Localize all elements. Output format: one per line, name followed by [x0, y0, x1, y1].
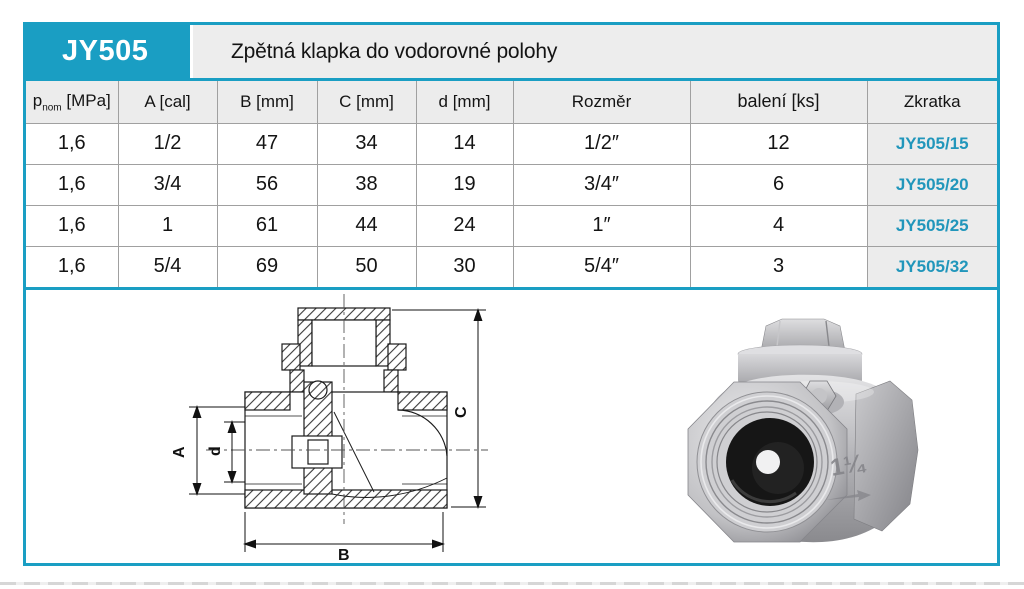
dimension-label-d: d — [207, 446, 224, 456]
valve-cross-section-drawing — [206, 294, 488, 524]
spec-table — [26, 81, 997, 287]
table-row — [26, 123, 997, 164]
cell-c: 44 — [317, 205, 416, 246]
dimension-label-c: C — [453, 406, 470, 418]
cell-pnom: 1,6 — [26, 205, 118, 246]
cell-pnom: 1,6 — [26, 246, 118, 287]
dimension-label-b: B — [338, 547, 350, 563]
cell-zkratka: JY505/15 — [867, 123, 997, 164]
col-header-baleni: balení [ks] — [690, 81, 867, 123]
cell-b: 61 — [217, 205, 317, 246]
col-header-rozmer: Rozměr — [513, 81, 690, 123]
cell-a: 5/4 — [118, 246, 217, 287]
table-row — [26, 164, 997, 205]
cell-zkratka: JY505/20 — [867, 164, 997, 205]
cell-a: 3/4 — [118, 164, 217, 205]
cell-zkratka: JY505/32 — [867, 246, 997, 287]
spec-table-header-row — [26, 81, 997, 123]
cell-baleni: 3 — [690, 246, 867, 287]
cell-c: 50 — [317, 246, 416, 287]
cell-pnom: 1,6 — [26, 123, 118, 164]
product-title: Zpětná klapka do vodorovné polohy — [231, 39, 558, 63]
product-code: JY505 — [62, 35, 149, 67]
col-header-c: C [mm] — [317, 81, 416, 123]
figure-canvas — [26, 290, 997, 563]
cell-pnom: 1,6 — [26, 164, 118, 205]
cell-a: 1/2 — [118, 123, 217, 164]
cell-d: 30 — [416, 246, 513, 287]
cell-c: 38 — [317, 164, 416, 205]
cell-b: 47 — [217, 123, 317, 164]
cell-rozmer: 1″ — [513, 205, 690, 246]
cell-rozmer: 5/4″ — [513, 246, 690, 287]
valve-photo — [688, 319, 918, 542]
col-header-zkratka: Zkratka — [867, 81, 997, 123]
figure-area — [26, 290, 997, 563]
col-header-d: d [mm] — [416, 81, 513, 123]
cell-b: 69 — [217, 246, 317, 287]
table-row — [26, 246, 997, 287]
cell-d: 24 — [416, 205, 513, 246]
datasheet-header — [26, 25, 997, 78]
cell-a: 1 — [118, 205, 217, 246]
cell-baleni: 6 — [690, 164, 867, 205]
scan-artifact-line — [0, 582, 1024, 585]
col-header-a: A [cal] — [118, 81, 217, 123]
cell-b: 56 — [217, 164, 317, 205]
cell-baleni: 12 — [690, 123, 867, 164]
col-header-pnom: $p_{nom}$ [MPa] — [26, 81, 118, 123]
table-row — [26, 205, 997, 246]
cell-d: 14 — [416, 123, 513, 164]
cell-c: 34 — [317, 123, 416, 164]
product-title-bar — [193, 25, 997, 78]
product-datasheet — [23, 22, 1000, 566]
cell-d: 19 — [416, 164, 513, 205]
product-code-badge — [26, 25, 190, 78]
cell-baleni: 4 — [690, 205, 867, 246]
col-header-b: B [mm] — [217, 81, 317, 123]
valve-size-marking: 1¼ — [828, 449, 866, 482]
dimension-label-a: A — [171, 446, 188, 458]
cell-zkratka: JY505/25 — [867, 205, 997, 246]
cell-rozmer: 3/4″ — [513, 164, 690, 205]
cell-rozmer: 1/2″ — [513, 123, 690, 164]
